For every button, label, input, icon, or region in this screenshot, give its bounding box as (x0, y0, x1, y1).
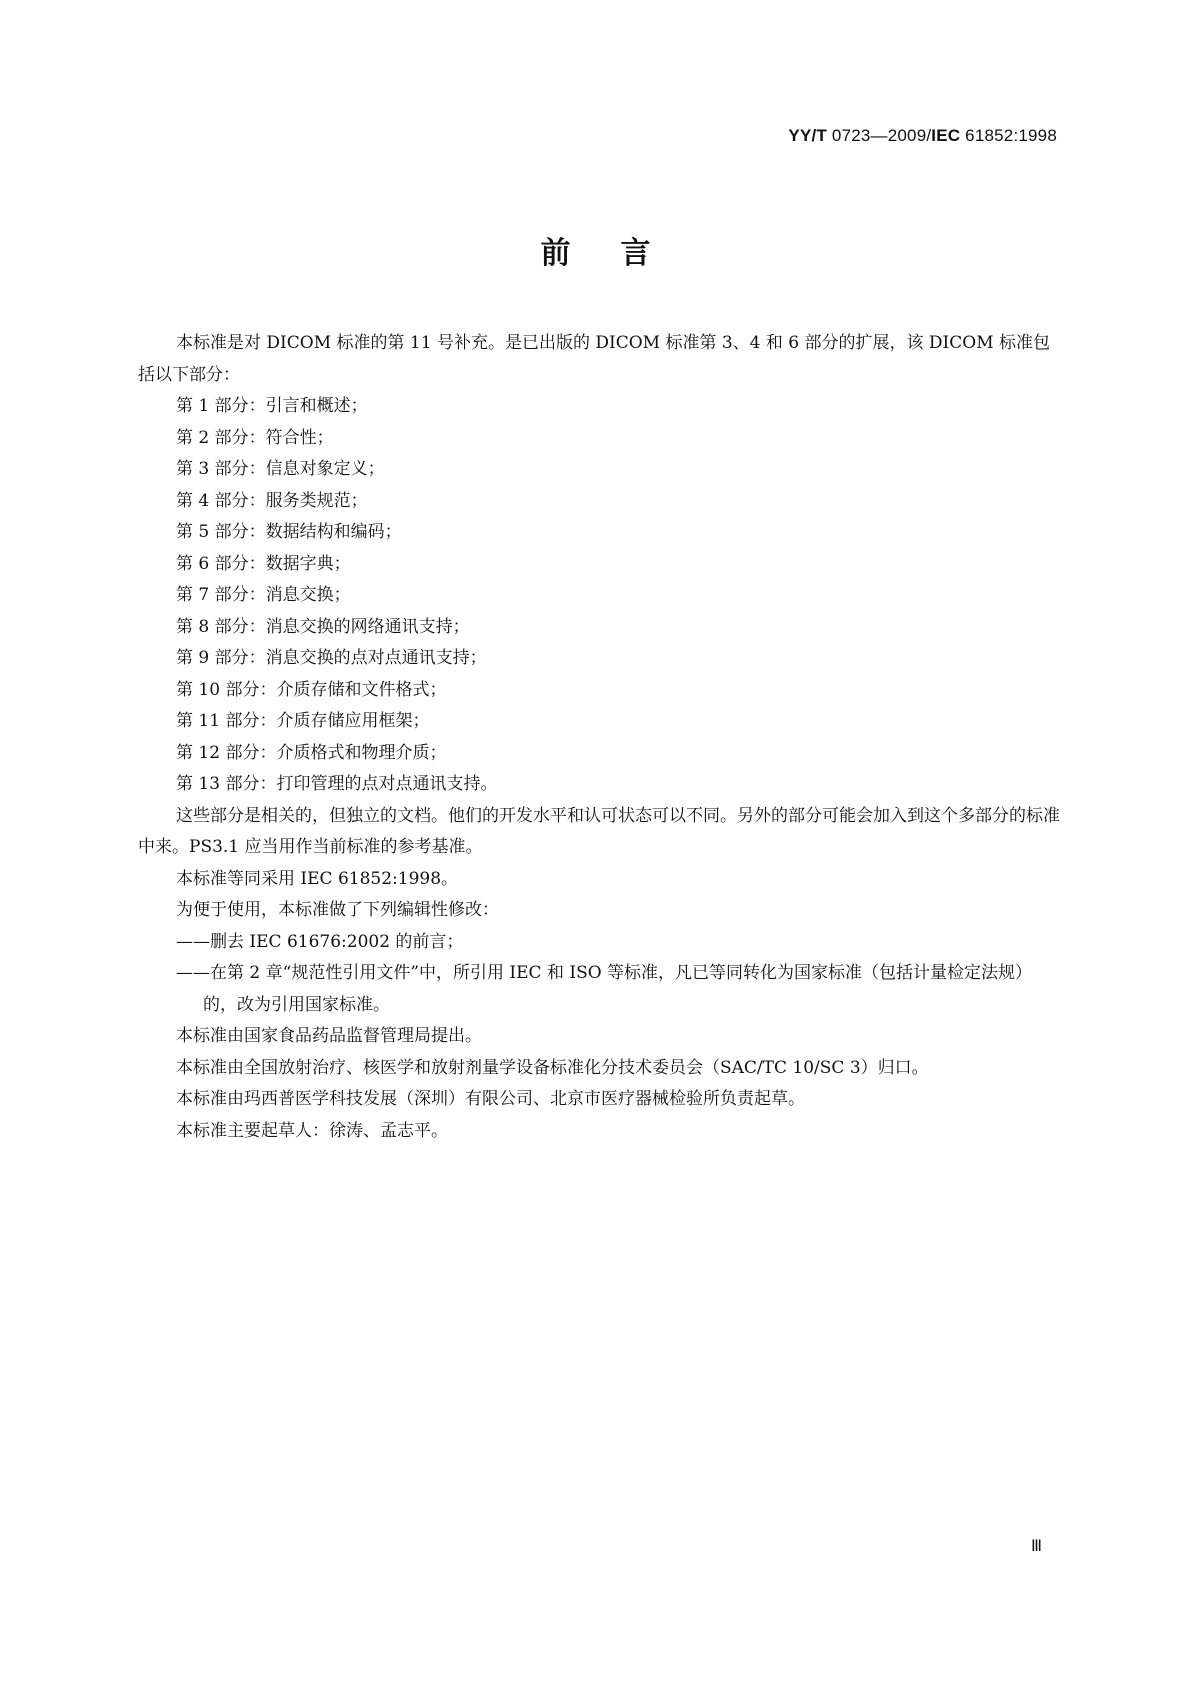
list-item: 第 1 部分：引言和概述； (176, 396, 368, 416)
standard-code-number: 0723—2009/ (827, 126, 932, 145)
list-item: 第 13 部分：打印管理的点对点通讯支持。 (176, 774, 498, 794)
list-item: 第 12 部分：介质格式和物理介质； (176, 742, 447, 763)
list-item: 第 11 部分：介质存储应用框架； (176, 711, 430, 731)
standard-code-header (788, 126, 1057, 146)
committee-paragraph: 本标准由全国放射治疗、核医学和放射剂量学设备标准化分技术委员会（SAC/TC 10/SC 3）归口。 (176, 1057, 929, 1078)
list-item: 第 8 部分：消息交换的网络通讯支持； (176, 616, 470, 637)
title-char-2: 言 (620, 236, 651, 271)
list-item: 第 10 部分：介质存储和文件格式； (176, 679, 447, 700)
proposer-paragraph: 本标准由国家食品药品监督管理局提出。 (176, 1026, 482, 1046)
list-item: 第 4 部分：服务类规范； (176, 490, 368, 511)
standard-code-prefix: YY/T (788, 126, 827, 145)
page-title (0, 228, 1191, 272)
list-item: 第 2 部分：符合性； (176, 427, 334, 448)
list-item: 第 7 部分：消息交换； (176, 585, 351, 605)
list-item: 第 5 部分：数据结构和编码； (176, 522, 402, 542)
drafters-org-paragraph: 本标准由玛西普医学科技发展（深圳）有限公司、北京市医疗器械检验所负责起草。 (176, 1089, 805, 1109)
list-item: 第 3 部分：信息对象定义； (176, 459, 385, 479)
edits-intro-paragraph: 为便于使用，本标准做了下列编辑性修改： (176, 900, 499, 920)
intro-paragraph: 本标准是对 DICOM 标准的第 11 号补充。是已出版的 DICOM 标准第 3、4 和 6 部分的扩展，该 DICOM 标准包括以下部分： (138, 333, 1051, 385)
page-number: Ⅲ (1031, 1538, 1043, 1555)
drafters-paragraph: 本标准主要起草人：徐涛、孟志平。 (176, 1120, 448, 1141)
edit-item: ——删去 IEC 61676:2002 的前言； (176, 931, 464, 952)
foreword-body (138, 328, 1062, 1147)
list-item: 第 6 部分：数据字典； (176, 553, 351, 574)
title-char-1: 前 (540, 236, 571, 271)
edit-item: ——在第 2 章“规范性引用文件”中，所引用 IEC 和 ISO 等标准，凡已等同转化为国家标准（包括计量检定法规）的，改为引用国家标准。 (176, 963, 1033, 1015)
equivalence-paragraph: 本标准等同采用 IEC 61852:1998。 (176, 868, 459, 889)
relation-paragraph: 这些部分是相关的，但独立的文档。他们的开发水平和认可状态可以不同。另外的部分可能会加入到这个多部分的标准中来。PS3.1 应当用作当前标准的参考基准。 (138, 805, 1060, 857)
standard-code-iec: IEC (931, 126, 961, 145)
standard-code-suffix: 61852:1998 (960, 126, 1057, 145)
parts-list (138, 391, 1062, 801)
list-item: 第 9 部分：消息交换的点对点通讯支持； (176, 648, 487, 668)
